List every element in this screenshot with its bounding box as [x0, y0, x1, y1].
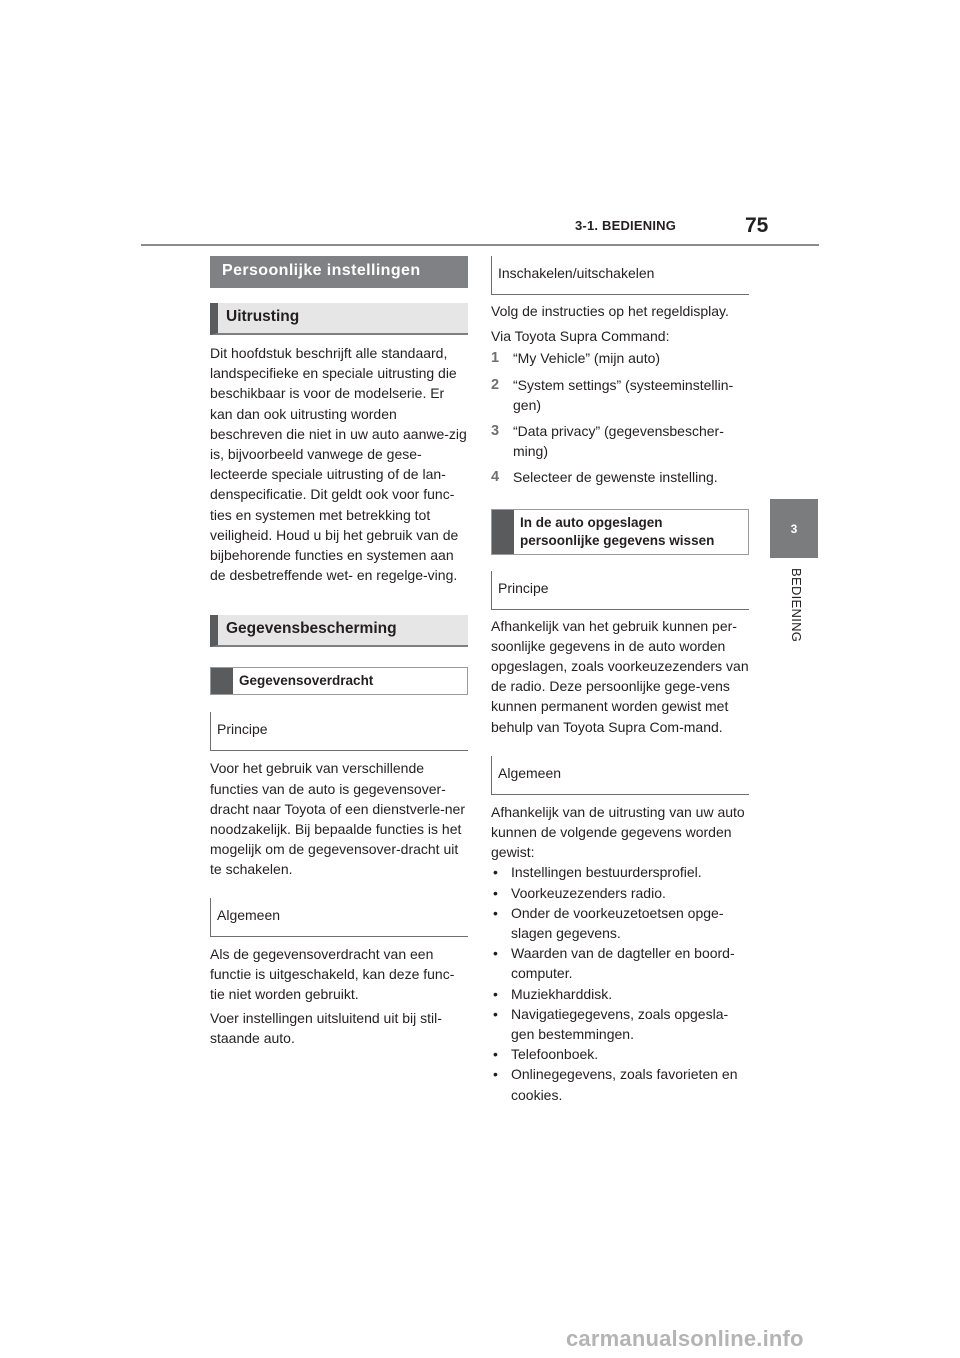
heading-gegevensoverdracht-text: Gegevensoverdracht — [239, 673, 374, 689]
step-item: 3 “Data privacy” (gegevensbescher-ming) — [491, 423, 724, 460]
list-item: • Onlinegegevens, zoals favorieten en cookies. — [493, 1066, 738, 1103]
heading-bar — [211, 668, 233, 694]
heading-gegevens-wissen — [491, 509, 749, 555]
watermark: carmanualsonline.info — [566, 1326, 804, 1351]
chapter-title: 3-1. BEDIENING — [575, 218, 677, 233]
heading-gegevens-wissen-text: In de auto opgeslagen persoonlijke gegevens wissen — [520, 514, 715, 548]
step-item: 1 “My Vehicle” (mijn auto) — [491, 350, 661, 367]
left-column — [210, 256, 468, 1049]
list-item: • Telefoonboek. — [493, 1046, 599, 1063]
list-item: • Waarden van de dagteller en boord-computer. — [493, 945, 735, 982]
heading-principe: Principe — [210, 712, 468, 751]
inschakelen-text-2: Via Toyota Supra Command: — [491, 328, 670, 345]
algemeen-text-1: Als de gegevensoverdracht van een functie is uitgeschakeld, kan deze func-tie niet worden gebruikt. — [210, 945, 455, 1003]
list-item: • Instellingen bestuurdersprofiel. — [493, 864, 702, 881]
heading-algemeen: Algemeen — [210, 898, 468, 937]
heading-principe-2: Principe — [491, 571, 749, 610]
inschakelen-text-1: Volg de instructies op het regeldisplay. — [491, 303, 729, 319]
chapter-tab-label: BEDIENING — [789, 568, 804, 643]
heading-uitrusting: Uitrusting — [210, 303, 468, 335]
step-item: 4 Selecteer de gewenste instelling. — [491, 469, 718, 486]
list-item: • Voorkeuzezenders radio. — [493, 884, 666, 901]
step-item: 2 “System settings” (systeeminstellin-gen) — [491, 376, 734, 413]
heading-gegevensbescherming: Gegevensbescherming — [210, 615, 468, 647]
chapter-tab: 3 — [770, 499, 818, 558]
list-item: • Onder de voorkeuzetoetsen opge-slagen gegevens. — [493, 904, 724, 942]
principe-text: Voor het gebruik van verschillende functies van de auto is gegevensover-dracht naar Toyota of een dienstverle-ner noodzakelijk. Bij bepaalde functies is het mogelijk om de gegevensover-dracht uit te schakelen. — [210, 760, 466, 878]
uitrusting-text: Dit hoofdstuk beschrijft alle standaard, landspecifieke en speciale uitrusting die beschikbaar is voor de modelserie. Er kan dan ook uitrusting worden beschreven die niet in uw auto aanwe-zig is, bijvoorbeeld vanwege de gese-lecteerde speciale uitrusting of de lan-denspecificatie. Dit geldt ook voor func-ties en systemen met betrekking tot veiligheid. Houd u bij het gebruik van de bijbehorende functies en systemen aan de desbetreffende wet- en regelge-ving. — [210, 345, 467, 584]
algemeen-text-2: Voer instellingen uitsluitend uit bij stil-staande auto. — [210, 1010, 442, 1047]
heading-algemeen-2: Algemeen — [491, 756, 749, 795]
heading-gegevensoverdracht — [210, 667, 468, 695]
principe-text-2: Afhankelijk van het gebruik kunnen per-soonlijke gegevens in de auto worden opgeslagen, zoals voorkeuzezenders van de radio. Deze persoonlijke gege-vens kunnen permanent worden gewist met behulp van Toyota Supra Com-mand. — [491, 617, 749, 735]
list-item: • Navigatiegegevens, zoals opgesla-gen bestemmingen. — [493, 1005, 729, 1043]
section-title: Persoonlijke instellingen — [210, 256, 468, 288]
page-number: 75 — [745, 214, 769, 237]
algemeen-intro: Afhankelijk van de uitrusting van uw auto kunnen de volgende gegevens worden gewist: — [491, 803, 745, 861]
heading-inschakelen: Inschakelen/uitschakelen — [491, 256, 749, 295]
header-rule — [141, 244, 819, 246]
heading-bar — [492, 510, 514, 554]
list-item: • Muziekharddisk. — [493, 985, 613, 1002]
right-column — [491, 256, 749, 1105]
